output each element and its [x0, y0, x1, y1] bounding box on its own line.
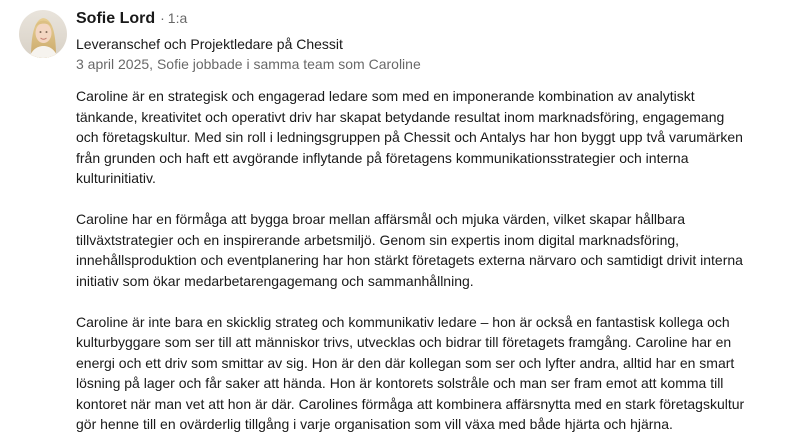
paragraph-gap — [76, 189, 776, 210]
text-line: Caroline är inte bara en skicklig strateg och kommunikativ ledare – hon är också en fantastisk kollega och — [76, 313, 730, 330]
text-line: kontoret när man vet att hon är där. Carolines förmåga att kombinera affärsnytta med en stark företagskultur — [76, 395, 745, 412]
recommendation-text — [76, 86, 776, 435]
text-line: Caroline har en förmåga att bygga broar mellan affärsmål och mjuka värden, vilket skapar hållbara — [76, 211, 686, 227]
recommender-header — [76, 10, 783, 74]
degree-separator: · — [160, 10, 165, 26]
text-line: tillväxtstrategier och en inspirerande arbetsmiljö. Genom sin expertis inom digital marknadsföring, — [76, 231, 680, 248]
name-row — [76, 10, 783, 32]
text-line: initiativ som ökar medarbetarengagemang och sammanhållning. — [76, 272, 474, 289]
text-line: energi och ett driv som smittar av sig. Hon är den där kollegan som ser och lyfter andra, alltid har en smart — [76, 354, 735, 371]
text-line: kulturinitiativ. — [76, 170, 156, 186]
avatar[interactable] — [19, 10, 67, 58]
paragraph-gap — [76, 291, 776, 312]
recommendation-meta: 3 april 2025, Sofie jobbade i samma team som Caroline — [76, 56, 421, 72]
text-line: tänkande, kreativitet och operativt driv har skapat betydande resultat inom marknadsföring, engagemang — [76, 108, 725, 125]
paragraph-1 — [76, 86, 776, 189]
text-line: från grunden och haft ett avgörande inflytande på företagens kommunikationsstrategier och interna — [76, 149, 689, 166]
text-line: och företagskultur. Med sin roll i ledningsgruppen på Chessit och Antalys har hon byggt upp två varumärken — [76, 129, 743, 145]
text-line: Caroline är en strategisk och engagerad ledare som med en imponerande kombination av analytiskt — [76, 88, 695, 104]
text-line: lösning på lager och får saker att hända. Hon är kontorets solstråle och man ser fram emot att komma till — [76, 375, 724, 391]
recommender-name[interactable]: Sofie Lord — [76, 10, 156, 27]
recommender-headline: Leveranschef och Projektledare på Chessit — [76, 36, 343, 52]
paragraph-2 — [76, 209, 776, 291]
text-line: kulturbyggare som ser till att människor trivs, utvecklas och bidrar till företagets framgång. Caroline har en — [76, 334, 732, 350]
connection-degree: 1:a — [167, 10, 188, 26]
profile-photo-icon — [19, 10, 67, 58]
paragraph-3 — [76, 312, 776, 435]
text-line: gör henne till en ovärderlig tillgång i varje organisation som vill växa med både hjärta och hjärna. — [76, 416, 673, 432]
text-line: innehållsproduktion och eventplanering har hon stärkt företagets externa närvaro och samtidigt drivit interna — [76, 252, 743, 268]
